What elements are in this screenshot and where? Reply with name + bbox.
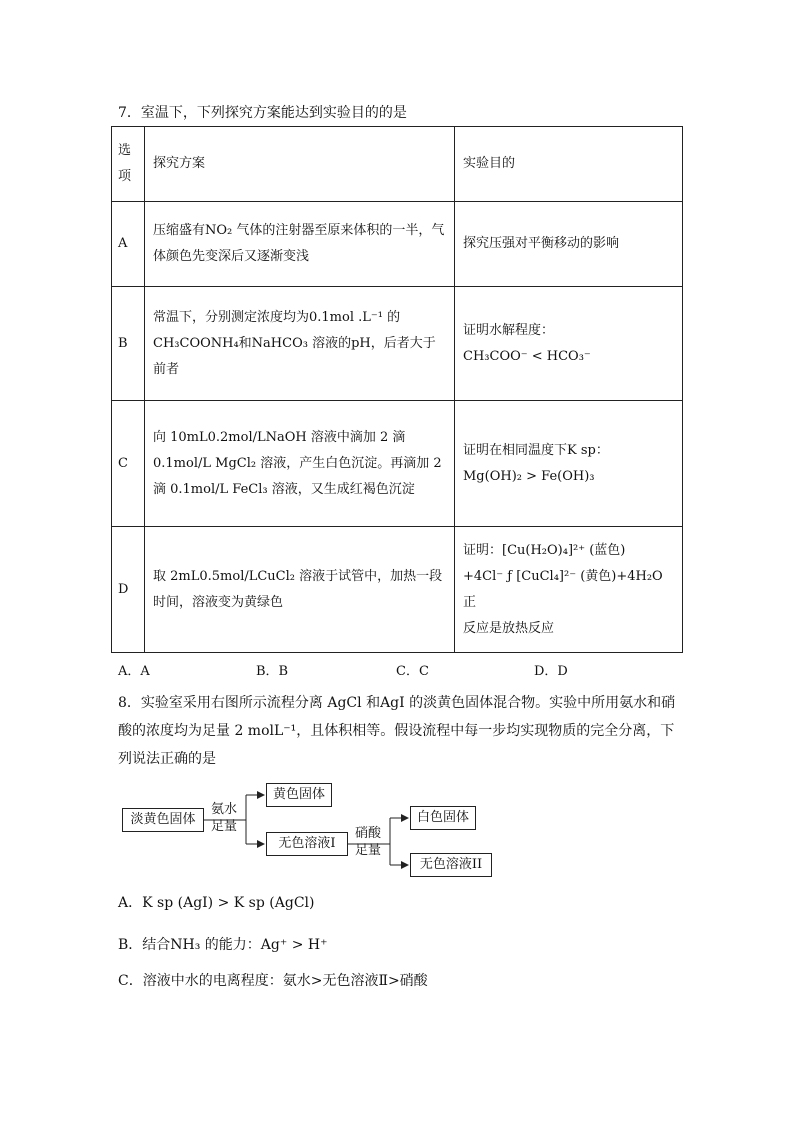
row-option: C xyxy=(112,401,145,527)
goal-line: 证明：[Cu(H₂O)₄]²⁺ (蓝色) xyxy=(463,542,626,558)
row-option: B xyxy=(112,287,145,401)
q8-option-b: B．结合NH₃ 的能力：Ag⁺ > H⁺ xyxy=(118,937,328,953)
flow-reagent2-top: 硝酸 xyxy=(354,826,381,841)
choice-c: C．C xyxy=(396,664,429,679)
q8-stem-line2: 酸的浓度均为足量 2 molL⁻¹，且体积相等。假设流程中每一步均实现物质的完全分离，下 xyxy=(118,723,675,739)
goal-line: 证明水解程度： xyxy=(463,322,555,338)
row-goal: 探究压强对平衡移动的影响 xyxy=(455,202,683,287)
goal-line: 反应是放热反应 xyxy=(463,620,555,636)
flow-yellow-solid-box: 黄色固体 xyxy=(266,783,332,807)
flow-solution1-box: 无色溶液I xyxy=(266,832,348,856)
header-option: 选项 xyxy=(112,127,145,202)
choice-a: A．A xyxy=(118,664,150,679)
flow-solution2-box: 无色溶液II xyxy=(410,853,492,877)
choice-b: B．B xyxy=(256,664,289,679)
row-plan: 取 2mL0.5mol/LCuCl₂ 溶液于试管中，加热一段时间，溶液变为黄绿色 xyxy=(145,527,455,653)
q7-stem: 7．室温下，下列探究方案能达到实验目的的是 xyxy=(118,105,407,121)
q8-option-a: A．K sp (AgI) > K sp (AgCl) xyxy=(118,895,315,911)
flow-reagent1-top: 氨水 xyxy=(210,802,237,817)
flow-start-box: 淡黄色固体 xyxy=(122,808,204,832)
q8-stem-line1: 8．实验室采用右图所示流程分离 AgCl 和AgI 的淡黄色固体混合物。实验中所用氨水和硝 xyxy=(118,695,676,711)
q8-stem-line3: 列说法正确的是 xyxy=(118,751,216,767)
row-plan: 压缩盛有NO₂ 气体的注射器至原来体积的一半，气体颜色先变深后又逐渐变浅 xyxy=(145,202,455,287)
row-option: A xyxy=(112,202,145,287)
goal-line: 证明在相同温度下K sp： xyxy=(463,442,609,458)
flow-reagent2-bottom: 足量 xyxy=(354,843,381,858)
header-plan: 探究方案 xyxy=(145,127,455,202)
goal-line: CH₃COO⁻ < HCO₃⁻ xyxy=(463,348,591,364)
row-plan: 向 10mL0.2mol/LNaOH 溶液中滴加 2 滴 0.1mol/L MgCl₂ 溶液，产生白色沉淀。再滴加 2 滴 0.1mol/L FeCl₃ 溶液，又生成红褐色沉淀 xyxy=(145,401,455,527)
choice-d: D．D xyxy=(534,664,568,679)
row-plan: 常温下，分别测定浓度均为0.1mol .L⁻¹ 的 CH₃COONH₄和NaHCO₃ 溶液的pH，后者大于前者 xyxy=(145,287,455,401)
header-goal: 实验目的 xyxy=(455,127,683,202)
row-option: D xyxy=(112,527,145,653)
flow-reagent1-bottom: 足量 xyxy=(210,819,237,834)
goal-line: Mg(OH)₂ > Fe(OH)₃ xyxy=(463,468,595,484)
flow-white-solid-box: 白色固体 xyxy=(410,806,476,830)
goal-line: +4Cl⁻ ƒ [CuCl₄]²⁻ (黄色)+4H₂O 正 xyxy=(463,568,663,610)
q8-option-c: C．溶液中水的电离程度：氨水>无色溶液Ⅱ>硝酸 xyxy=(118,973,428,989)
